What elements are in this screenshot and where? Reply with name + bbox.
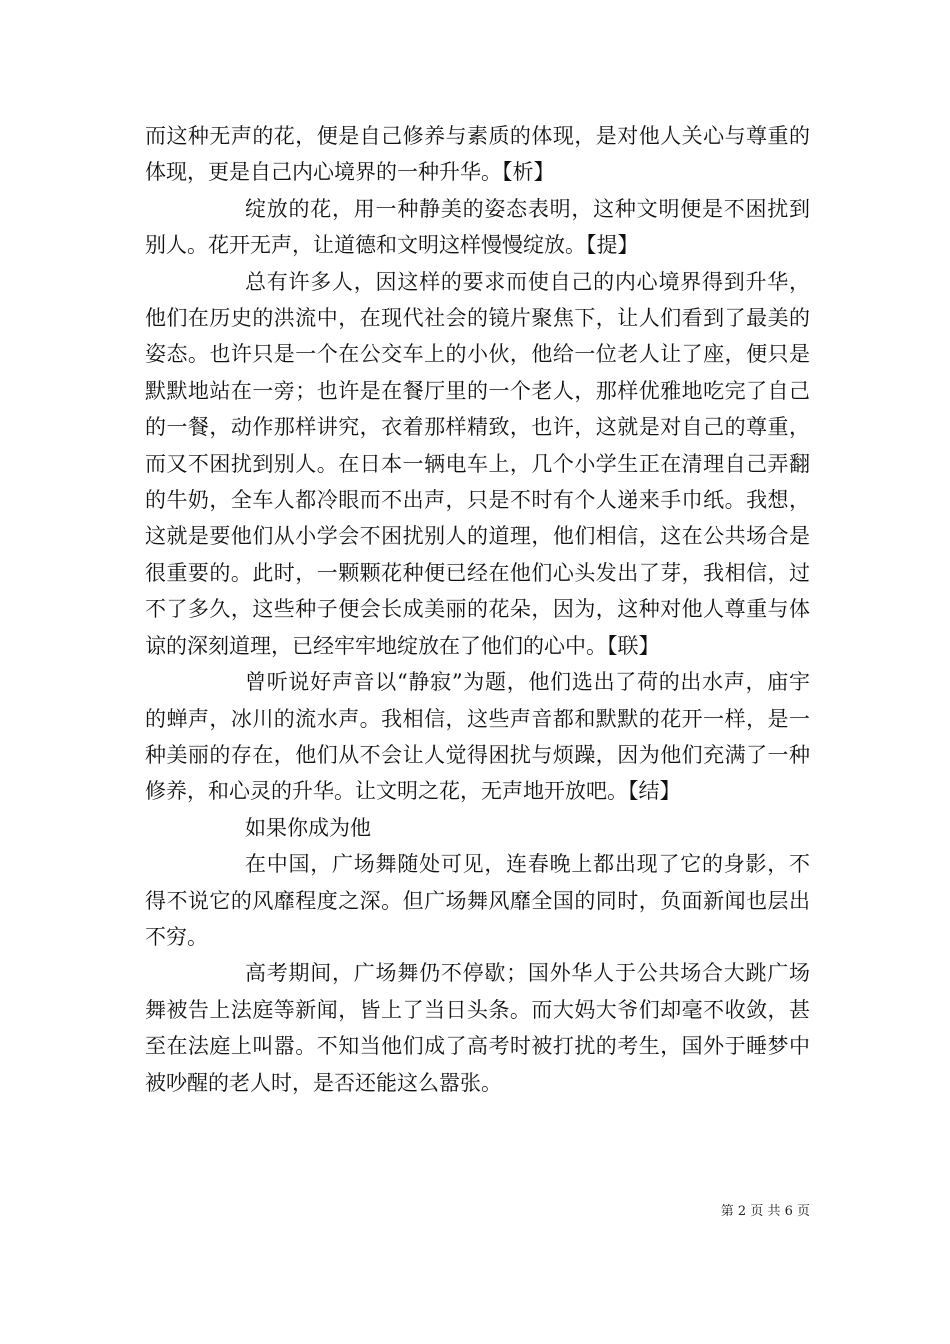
page-number: 第 2 页 共 6 页 <box>720 1204 810 1219</box>
paragraph-example: 高考期间，广场舞仍不停歇；国外华人于公共场合大跳广场舞被告上法庭等新闻，皆上了当日头条。而大妈大爷们却毫不收敛，甚至在法庭上叫嚣。不知当他们成了高考时被打扰的考生，国外于睡梦中被吵醒的老人时，是否还能这么嚣张。 <box>145 961 810 1095</box>
paragraph-connect: 总有许多人，因这样的要求而使自己的内心境界得到升华，他们在历史的洪流中，在现代社会的镜片聚焦下，让人们看到了最美的姿态。也许只是一个在公交车上的小伙，他给一位老人让了座，便只是默默地站在一旁；也许是在餐厅里的一个老人，那样优雅地吃完了自己的一餐，动作那样讲究，衣着那样精致，也许，这就是对自己的尊重，而又不困扰到别人。在日本一辆电车上，几个小学生正在清理自己弄翻的牛奶，全车人都冷眼而不出声，只是不时有个人递来手巾纸。我想，这就是要他们从小学会不困扰别人的道理，他们相信，这在公共场合是很重要的。此时，一颗颗花种便已经在他们心头发出了芽，我相信，过不了多久，这些种子便会长成美丽的花朵，因为，这种对他人尊重与体谅的深刻道理，已经牢牢地绽放在了他们的心中。【联】 <box>145 269 810 658</box>
paragraph-raise: 绽放的花，用一种静美的姿态表明，这种文明便是不困扰到别人。花开无声，让道德和文明这样慢慢绽放。【提】 <box>145 196 810 258</box>
paragraph-analysis: 而这种无声的花，便是自己修养与素质的体现，是对他人关心与尊重的体现，更是自己内心境界的一种升华。【析】 <box>145 124 810 185</box>
essay-title: 如果你成为他 <box>245 815 371 840</box>
document-body <box>145 118 810 1101</box>
paragraph-intro: 在中国，广场舞随处可见，连春晚上都出现了它的身影，不得不说它的风靡程度之深。但广场舞风靡全国的同时，负面新闻也层出不穷。 <box>145 852 810 949</box>
paragraph-conclusion: 曾听说好声音以“静寂”为题，他们选出了荷的出水声，庙宇的蝉声，冰川的流水声。我相信，这些声音都和默默的花开一样，是一种美丽的存在，他们从不会让人觉得困扰与烦躁，因为他们充满了一种修养，和心灵的升华。让文明之花，无声地开放吧。【结】 <box>145 670 810 804</box>
